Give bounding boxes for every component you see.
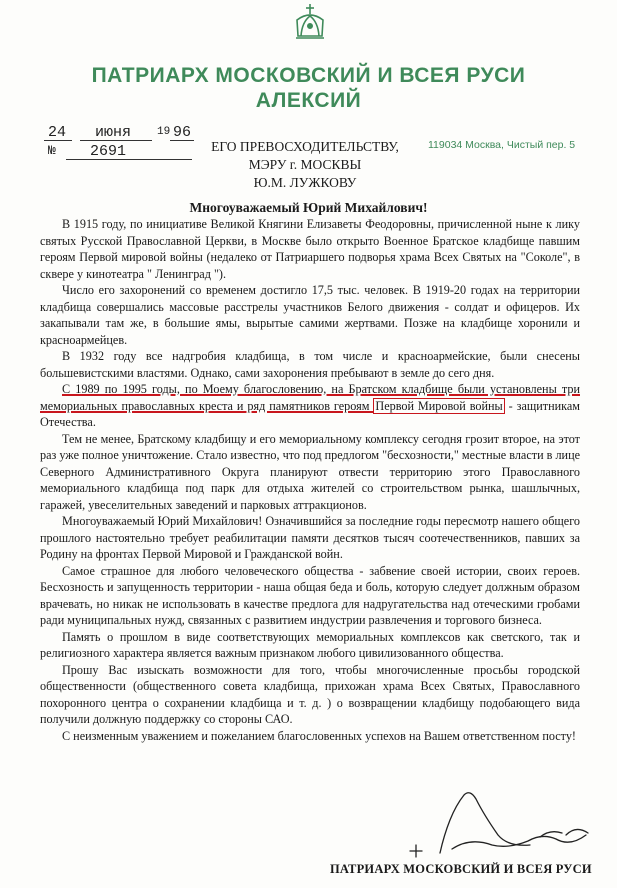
date-year-prefix: 19	[157, 126, 171, 138]
addressee-line3: Ю.М. ЛУЖКОВУ	[253, 175, 357, 190]
salutation: Многоуважаемый Юрий Михайлович!	[189, 200, 428, 215]
paragraph-7: Самое страшное для любого человеческого общества - забвение своей истории, своих героев. Бесхозность и запущенность территории - наша общая беда и боль, которую следует должным образом врачевать, но никак не использовать в качестве предлога для надругательства над отеческими гробами ради муниципальных нужд, связанных с развитием индустрии развлечения и торгового бизнеса.	[40, 563, 580, 627]
paragraph-4	[40, 381, 580, 431]
number-line	[66, 159, 192, 160]
letterhead-name: АЛЕКСИЙ	[255, 89, 362, 112]
paragraph-5: Тем не менее, Братскому кладбищу и его мемориальному комплексу сегодня грозит второе, на этот раз уже полное уничтожение. Стало известно, что под предлогом "бесхозности," местные власти в лице Северного Административного Округа планируют отвести территорию этого Православного мемориального кладбища под парк для отдыха жителей со строительством рынка, шашлычных, гаражей, увеселительных заведений и парковых аттракционов.	[40, 431, 580, 512]
paragraph-4-tail: - защитникам Отечества.	[40, 398, 581, 429]
date-year: 96	[173, 124, 192, 141]
letterhead-title: ПАТРИАРХ МОСКОВСКИЙ И ВСЕЯ РУСИ	[91, 64, 526, 87]
paragraph-2: Число его захоронений со временем достигло 17,5 тыс. человек. В 1919-20 годах на территории кладбища совершались массовые расстрелы участников Белого движения - солдат и офицеров. Их закапывали там же, в большие ямы, вырытые самими жертвами. Позже на кладбище хоронили и красноармейцев.	[40, 283, 580, 347]
date-year-line	[170, 140, 194, 141]
boxed-passage: Первой Мировой войны	[375, 398, 503, 413]
addressee-line1: ЕГО ПРЕВОСХОДИТЕЛЬСТВУ,	[211, 139, 399, 154]
letter-body	[40, 216, 580, 744]
sender-address: 119034 Москва, Чистый пер. 5	[428, 139, 576, 151]
date-month: июня	[95, 124, 132, 141]
date-day: 24	[48, 124, 67, 141]
paragraph-8: Память о прошлом в виде соответствующих мемориальных комплексов как светского, так и религиозного характера является важным признаком любого цивилизованного общества.	[40, 629, 580, 660]
paragraph-9: Прошу Вас изыскать возможности для того, чтобы многочисленные просьбы городской общественности (общественного совета кладбища, прихожан храма Всех Святых, Православного похоронного центра о сохранении кладбища и т. д. ) о возвращении кладбищу подобающего вида получили должную поддержку со стороны САО.	[40, 662, 580, 726]
paragraph-1: В 1915 году, по инициативе Великой Княгини Елизаветы Феодоровны, причисленной ныне к лику святых Русской Православной Церкви, в Москве было открыто Военное Братское кладбище павшим героям Первой мировой войны (недалеко от Патриаршего подворья храма Всех Святых на "Соколе", в сквере у кинотеатра " Ленинград ").	[40, 217, 580, 281]
number-label: №	[48, 143, 56, 158]
date-day-line	[44, 140, 72, 141]
date-month-line	[80, 140, 152, 141]
addressee-line2: МЭРУ г. МОСКВЫ	[248, 157, 362, 172]
signature-title: ПАТРИАРХ МОСКОВСКИЙ И ВСЕЯ РУСИ	[330, 862, 592, 876]
handwritten-signature	[380, 775, 610, 860]
paragraph-10: С неизменным уважением и пожеланием благословенных успехов на Вашем ответственном посту!	[62, 728, 576, 743]
paragraph-6: Многоуважаемый Юрий Михайлович! Означившийся за последние годы пересмотр нашего общего прошлого настоятельно требует реабилитации памяти десятков тысяч соотечественников, павших за Родину на фронтах Первой Мировой и Гражданской войн.	[40, 514, 580, 561]
patriarch-crown-icon	[292, 2, 328, 42]
paragraph-3: В 1932 году все надгробия кладбища, в том числе и красноармейские, были снесены большевистскими властями. Однако, сами захоронения пребывают в земле до сего дня.	[40, 349, 580, 380]
document-number: 2691	[90, 143, 127, 160]
highlighted-passage: С 1989 по 1995 годы, по Моему благословению, на Братском кладбище были установлены три мемориальных православных креста и ряд памятников героям	[40, 382, 580, 413]
